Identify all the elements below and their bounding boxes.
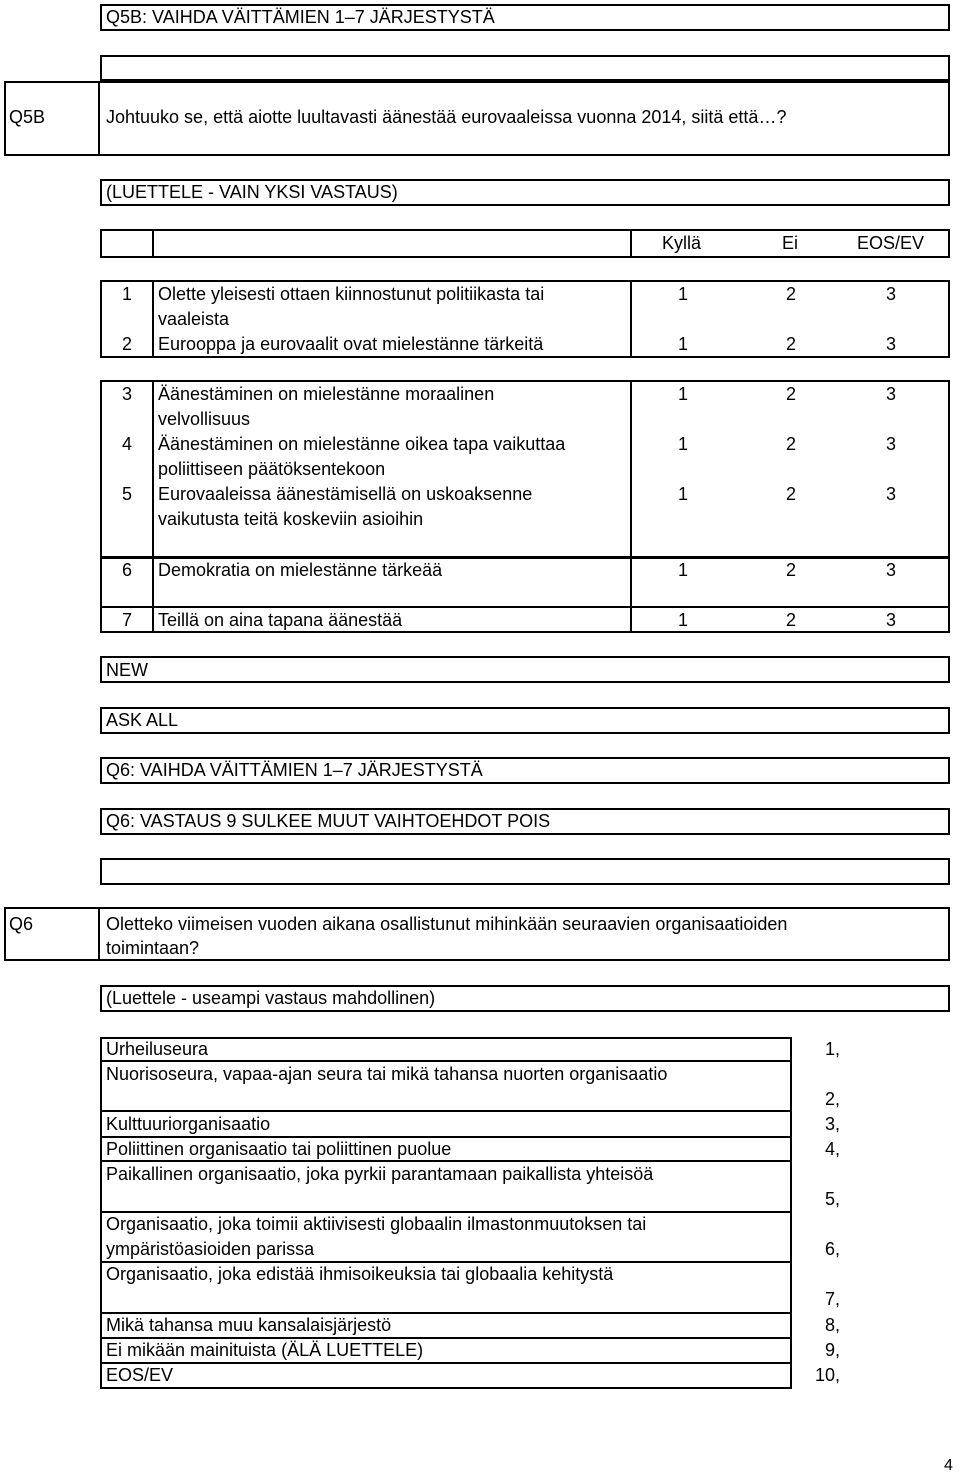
- option-code[interactable]: 2,: [824, 1089, 840, 1109]
- row-text: Eurooppa ja eurovaalit ovat mielestänne tärkeitä: [158, 334, 544, 354]
- row-text: Äänestäminen on mielestänne moraalinen: [158, 384, 495, 404]
- answer-yes[interactable]: 1: [678, 284, 689, 304]
- option-label: Organisaatio, joka edistää ihmisoikeuksia tai globaalia kehitystä: [106, 1264, 614, 1284]
- answer-dontknow[interactable]: 3: [886, 434, 897, 454]
- row-text: Äänestäminen on mielestänne oikea tapa vaikuttaa: [158, 434, 566, 454]
- row-number: 7: [122, 610, 133, 630]
- q6-question-cont: toimintaan?: [106, 938, 200, 958]
- option-code[interactable]: 9,: [824, 1340, 840, 1360]
- row-text: Eurovaaleissa äänestämisellä on uskoaksenne: [158, 484, 533, 504]
- answer-dontknow[interactable]: 3: [886, 610, 897, 630]
- q5b-group-3-divider-answers: [630, 557, 632, 633]
- answer-yes[interactable]: 1: [678, 434, 689, 454]
- empty-box-2: [100, 858, 950, 885]
- ask-all-label: ASK ALL: [106, 710, 179, 730]
- q5b-instruction: (LUETTELE - VAIN YKSI VASTAUS): [106, 182, 398, 202]
- q6-instruction: (Luettele - useampi vastaus mahdollinen): [106, 988, 436, 1008]
- answer-no[interactable]: 2: [786, 334, 797, 354]
- option-label: EOS/EV: [106, 1365, 174, 1385]
- answer-yes[interactable]: 1: [678, 334, 689, 354]
- page-number: 4: [944, 1457, 953, 1474]
- q5b-group-1-divider-num: [152, 280, 154, 358]
- new-box: [100, 656, 950, 683]
- row-number: 1: [122, 284, 133, 304]
- answer-dontknow[interactable]: 3: [886, 560, 897, 580]
- option-code[interactable]: 6,: [824, 1239, 840, 1259]
- q5b-question: Johtuuko se, että aiotte luultavasti äänestää eurovaaleissa vuonna 2014, siitä että…?: [106, 107, 787, 127]
- answer-no[interactable]: 2: [786, 560, 797, 580]
- q5b-group-3-divider-num: [152, 557, 154, 633]
- option-label: Nuorisoseura, vapaa-ajan seura tai mikä tahansa nuorten organisaatio: [106, 1064, 668, 1084]
- q6-code: Q6: [9, 914, 34, 934]
- answer-dontknow[interactable]: 3: [886, 484, 897, 504]
- answer-dontknow[interactable]: 3: [886, 284, 897, 304]
- option-code[interactable]: 10,: [814, 1365, 840, 1385]
- option-label: Urheiluseura: [106, 1039, 209, 1059]
- option-label: Kulttuuriorganisaatio: [106, 1114, 271, 1134]
- answer-no[interactable]: 2: [786, 610, 797, 630]
- option-label: Paikallinen organisaatio, joka pyrkii parantamaan paikallista yhteisöä: [106, 1164, 654, 1184]
- option-code[interactable]: 1,: [824, 1039, 840, 1059]
- ask-all-box: [100, 707, 950, 734]
- row-number: 5: [122, 484, 133, 504]
- option-label: Ei mikään mainituista (ÄLÄ LUETTELE): [106, 1340, 424, 1360]
- q5b-header-dontknow: EOS/EV: [857, 233, 925, 253]
- q6-question: Oletteko viimeisen vuoden aikana osallistunut mihinkään seuraavien organisaatioiden: [106, 914, 788, 934]
- row-text-cont: velvollisuus: [158, 409, 251, 429]
- row-number: 6: [122, 560, 133, 580]
- q5b-code-divider: [98, 81, 100, 156]
- new-label: NEW: [106, 660, 148, 680]
- answer-no[interactable]: 2: [786, 434, 797, 454]
- row-text-cont: vaaleista: [158, 309, 230, 329]
- q5b-header-divider-answers: [630, 229, 632, 258]
- q5b-group-2-divider-answers: [630, 380, 632, 558]
- row-text: Demokratia on mielestänne tärkeää: [158, 560, 443, 580]
- answer-yes[interactable]: 1: [678, 484, 689, 504]
- answer-no[interactable]: 2: [786, 384, 797, 404]
- q5b-group-1-divider-answers: [630, 280, 632, 358]
- option-label: Poliittinen organisaatio tai poliittinen puolue: [106, 1139, 452, 1159]
- q6-rotate-instruction: Q6: VAIHDA VÄITTÄMIEN 1–7 JÄRJESTYSTÄ: [106, 760, 483, 780]
- row-text: Teillä on aina tapana äänestää: [158, 610, 403, 630]
- q5b-code: Q5B: [9, 107, 46, 127]
- answer-dontknow[interactable]: 3: [886, 384, 897, 404]
- row-number: 4: [122, 434, 133, 454]
- q5b-header-divider-num: [152, 229, 154, 258]
- option-label: Mikä tahansa muu kansalaisjärjestö: [106, 1315, 392, 1335]
- empty-box-1: [100, 55, 950, 81]
- row-text-cont: poliittiseen päätöksentekoon: [158, 459, 386, 479]
- answer-no[interactable]: 2: [786, 484, 797, 504]
- option-label-cont: ympäristöasioiden parissa: [106, 1239, 315, 1259]
- answer-yes[interactable]: 1: [678, 560, 689, 580]
- option-code[interactable]: 8,: [824, 1315, 840, 1335]
- q6-exclusive-instruction: Q6: VASTAUS 9 SULKEE MUUT VAIHTOEHDOT POIS: [106, 811, 551, 831]
- option-label: Organisaatio, joka toimii aktiivisesti globaalin ilmastonmuutoksen tai: [106, 1214, 647, 1234]
- row-text-cont: vaikutusta teitä koskeviin asioihin: [158, 509, 424, 529]
- q5b-rotate-instruction: Q5B: VAIHDA VÄITTÄMIEN 1–7 JÄRJESTYSTÄ: [106, 7, 495, 27]
- q5b-group-2-divider-num: [152, 380, 154, 558]
- option-code[interactable]: 3,: [824, 1114, 840, 1134]
- answer-dontknow[interactable]: 3: [886, 334, 897, 354]
- answer-yes[interactable]: 1: [678, 384, 689, 404]
- answer-yes[interactable]: 1: [678, 610, 689, 630]
- option-code[interactable]: 5,: [824, 1189, 840, 1209]
- q6-code-divider: [98, 907, 100, 961]
- option-code[interactable]: 4,: [824, 1139, 840, 1159]
- row-number: 3: [122, 384, 133, 404]
- row-text: Olette yleisesti ottaen kiinnostunut politiikasta tai: [158, 284, 545, 304]
- option-code[interactable]: 7,: [824, 1289, 840, 1309]
- q5b-header-no: Ei: [782, 233, 799, 253]
- q5b-header-yes: Kyllä: [662, 233, 702, 253]
- answer-no[interactable]: 2: [786, 284, 797, 304]
- q5b-table-header: [100, 229, 950, 258]
- row-number: 2: [122, 334, 133, 354]
